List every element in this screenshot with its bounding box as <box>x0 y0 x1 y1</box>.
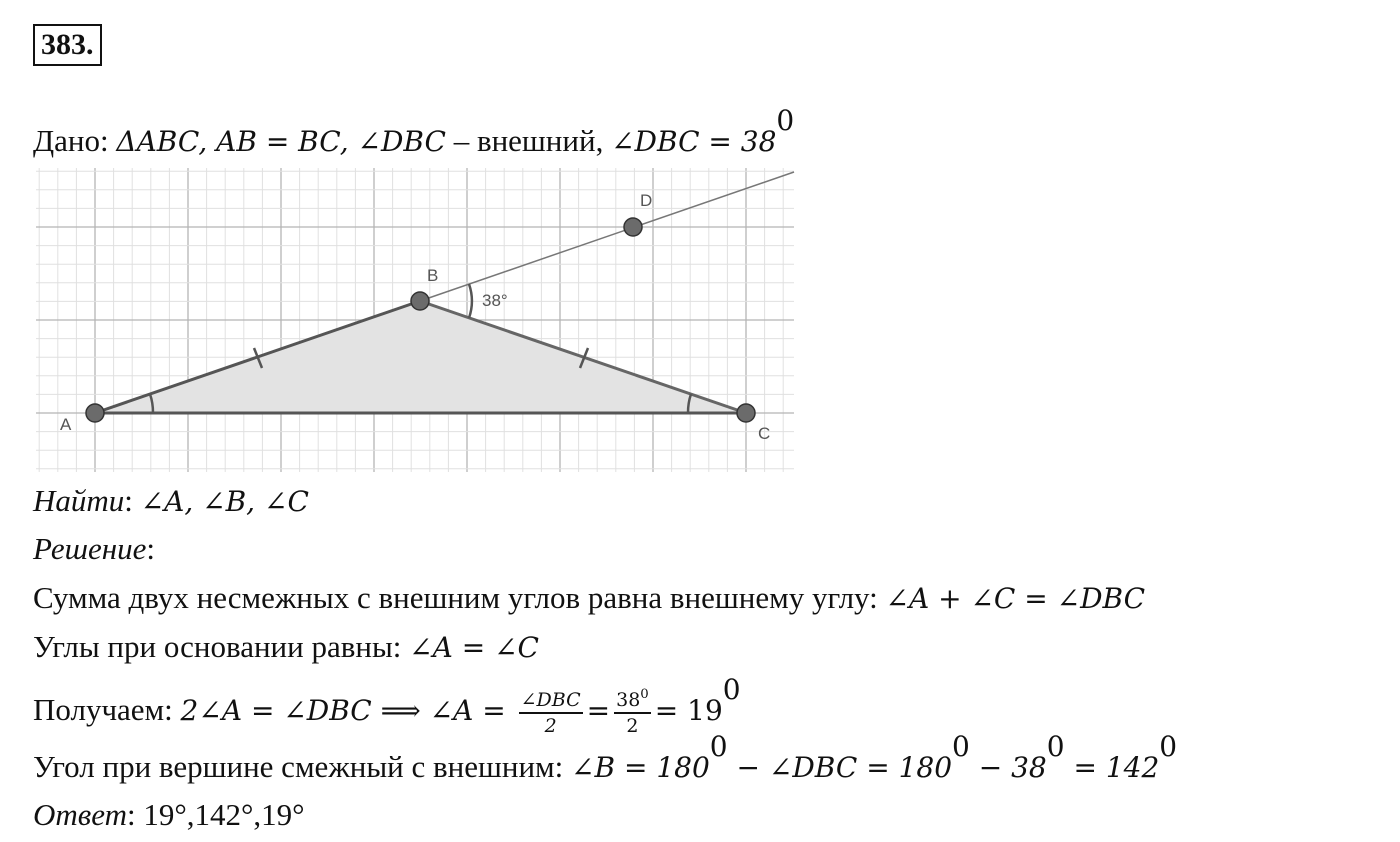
step4-line <box>33 730 1178 788</box>
given-math-1: ΔABC, AB = BC, ∠DBC <box>116 125 446 158</box>
label-d: D <box>640 191 653 210</box>
step4-sup-3: 0 <box>1046 730 1065 763</box>
step2-line <box>33 627 539 668</box>
given-dash-text: – внешний, <box>445 123 612 158</box>
fraction-1-denominator: 2 <box>544 714 557 737</box>
fraction-dbc-over-2 <box>519 688 583 738</box>
find-math: ∠A, ∠B, ∠C <box>140 485 309 518</box>
step4-math-3: − 38 <box>969 751 1047 784</box>
point-b <box>411 292 429 310</box>
given-math-2: ∠DBC = 38 <box>611 125 777 158</box>
given-degree-sup: 0 <box>776 104 795 137</box>
answer-label: Ответ <box>33 797 127 832</box>
answer-values: 19°,142°,19° <box>143 797 305 832</box>
step4-math-4: = 142 <box>1064 751 1160 784</box>
fraction-2-numerator <box>614 688 651 714</box>
given-line <box>33 104 795 162</box>
step1-line <box>33 578 1145 619</box>
fraction-1-numerator: ∠DBC <box>519 688 583 714</box>
step4-math-1: ∠B = 180 <box>571 751 710 784</box>
label-b: B <box>427 266 439 285</box>
step4-math-2: − ∠DBC = 180 <box>727 751 953 784</box>
fraction-2-numerator-value: 38 <box>616 688 641 711</box>
answer-line <box>33 795 305 835</box>
given-label: Дано: <box>33 123 109 158</box>
step4-sup-1: 0 <box>709 730 728 763</box>
step2-text: Углы при основании равны: <box>33 629 410 664</box>
fraction-2-denominator: 2 <box>626 714 639 737</box>
step3-result: = 19 <box>654 694 723 727</box>
step4-sup-4: 0 <box>1159 730 1178 763</box>
step2-math: ∠A = ∠C <box>409 631 539 664</box>
step4-sup-2: 0 <box>952 730 970 763</box>
solution-colon: : <box>146 531 155 566</box>
point-d <box>624 218 642 236</box>
find-label: Найти <box>33 483 125 518</box>
solution-line <box>33 529 155 569</box>
angle-label-38: 38° <box>482 291 508 310</box>
step4-text: Угол при вершине смежный с внешним: <box>33 749 572 784</box>
step3-degree-sup: 0 <box>722 673 741 706</box>
step1-math: ∠A + ∠C = ∠DBC <box>885 582 1146 615</box>
label-a: A <box>60 415 72 434</box>
step3-equals-1: = <box>586 694 611 727</box>
ray-bd <box>420 172 794 301</box>
find-line <box>33 481 309 522</box>
problem-number: 383. <box>33 24 102 66</box>
step1-text: Сумма двух несмежных с внешним углов равна внешнему углу: <box>33 580 886 615</box>
solution-label: Решение <box>33 531 147 566</box>
label-c: C <box>758 424 771 443</box>
step3-line <box>33 673 741 739</box>
step3-math: 2∠A = ∠DBC ⟹ ∠A = <box>180 694 515 727</box>
fraction-2-degree-sup: 0 <box>640 686 649 702</box>
point-c <box>737 404 755 422</box>
answer-colon: : <box>126 797 144 832</box>
triangle-figure <box>36 168 796 474</box>
point-a <box>86 404 104 422</box>
step3-text: Получаем: <box>33 692 181 727</box>
fraction-38-over-2 <box>614 688 651 738</box>
find-colon: : <box>124 483 141 518</box>
